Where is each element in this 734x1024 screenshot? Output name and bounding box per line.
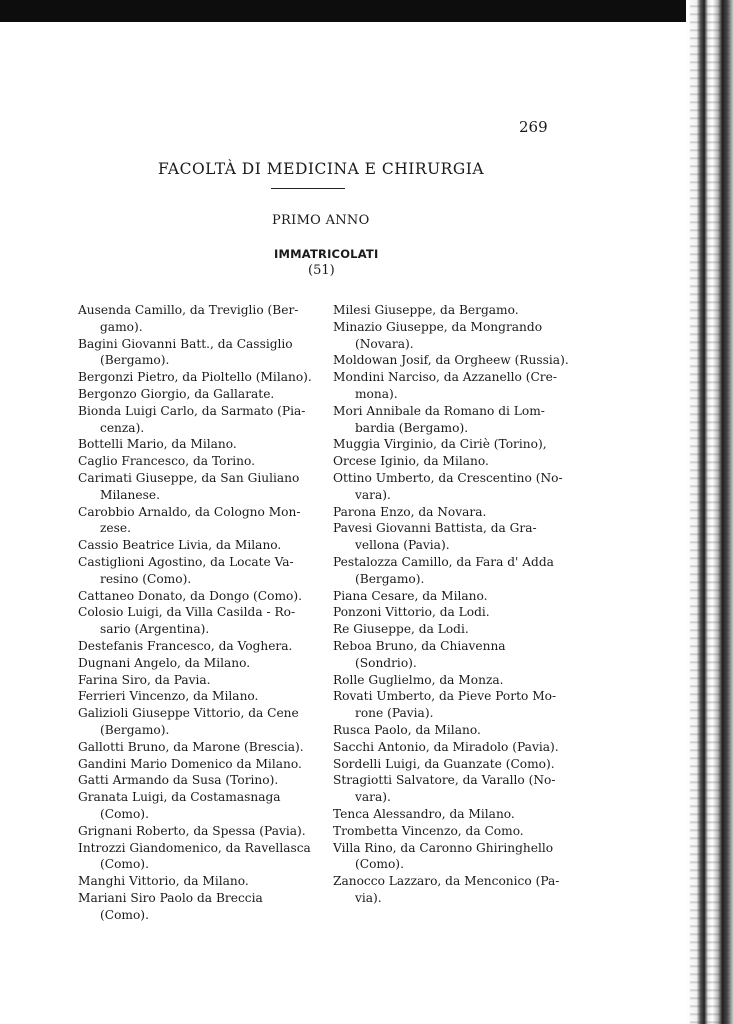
entry-line: Cattaneo Donato, da Dongo (Como). — [78, 588, 302, 603]
entry-line: Carimati Giuseppe, da San Giuliano — [78, 470, 300, 485]
entry-line: Gallotti Bruno, da Marone (Brescia). — [78, 739, 304, 754]
entry-line: Rolle Guglielmo, da Monza. — [333, 672, 504, 687]
student-entry — [78, 453, 314, 470]
entry-line: (Como). — [100, 806, 149, 821]
binding-texture — [690, 0, 730, 1024]
student-entry — [333, 672, 569, 689]
entry-line: Mondini Narciso, da Azzanello (Cre- — [333, 370, 557, 385]
entry-line: (Novara). — [355, 336, 414, 351]
entry-line: Rusca Paolo, da Milano. — [333, 722, 481, 737]
student-entry — [333, 806, 569, 823]
student-entry — [333, 756, 569, 773]
student-entry — [78, 604, 314, 638]
student-entry — [78, 772, 314, 789]
entry-line: Bergonzi Pietro, da Pioltello (Milano). — [78, 370, 312, 385]
title-divider — [271, 188, 345, 189]
entry-line: Introzzi Giandomenico, da Ravellasca — [78, 840, 311, 855]
entry-line: Bergonzo Giorgio, da Gallarate. — [78, 386, 275, 401]
student-entry — [78, 890, 314, 924]
entry-line: Piana Cesare, da Milano. — [333, 588, 488, 603]
student-entry — [78, 386, 314, 403]
student-entry — [333, 352, 569, 369]
student-entry — [333, 772, 569, 806]
entry-line: Gatti Armando da Susa (Torino). — [78, 773, 279, 788]
entry-line: Mariani Siro Paolo da Breccia (Como). — [78, 890, 263, 922]
student-entry — [333, 520, 569, 554]
entry-line: Grignani Roberto, da Spessa (Pavia). — [78, 823, 306, 838]
student-entry — [333, 604, 569, 621]
student-entry — [333, 319, 569, 353]
student-entry — [78, 336, 314, 370]
entry-line: Stragiotti Salvatore, da Varallo (No- — [333, 773, 556, 788]
scan-top-edge — [0, 0, 734, 22]
entry-line: Pestalozza Camillo, da Fara d' Adda — [333, 554, 554, 569]
student-entry — [78, 302, 314, 336]
student-entry — [333, 873, 569, 907]
entry-line: Orcese Iginio, da Milano. — [333, 454, 489, 469]
student-entry — [78, 504, 314, 538]
student-entry — [78, 789, 314, 823]
student-entry — [333, 470, 569, 504]
entry-line: Parona Enzo, da Novara. — [333, 504, 487, 519]
entry-line: Gandini Mario Domenico da Milano. — [78, 756, 302, 771]
student-entry — [78, 655, 314, 672]
student-entry — [333, 621, 569, 638]
entry-line: Ausenda Camillo, da Treviglio (Ber- — [78, 303, 299, 317]
year-title: PRIMO ANNO — [272, 213, 370, 228]
student-entry — [78, 672, 314, 689]
entry-line: (Como). — [355, 857, 404, 872]
entry-line: Bottelli Mario, da Milano. — [78, 437, 237, 452]
student-entry — [78, 705, 314, 739]
entry-line: via). — [355, 890, 382, 905]
entry-line: Ferrieri Vincenzo, da Milano. — [78, 689, 259, 704]
page-number: 269 — [519, 118, 548, 136]
student-entry — [78, 470, 314, 504]
entry-line: (Bergamo). — [100, 353, 170, 368]
entry-line: gamo). — [100, 319, 143, 334]
entry-line: Galizioli Giuseppe Vittorio, da Cene — [78, 706, 299, 721]
student-count: (51) — [308, 263, 335, 278]
entry-line: Tenca Alessandro, da Milano. — [333, 806, 515, 821]
entry-line: Zanocco Lazzaro, da Menconico (Pa- — [333, 874, 560, 889]
student-entry — [333, 403, 569, 437]
list-heading: IMMATRICOLATI — [274, 247, 379, 261]
entry-line: Destefanis Francesco, da Voghera. — [78, 638, 293, 653]
entry-line: vellona (Pavia). — [355, 538, 450, 553]
student-entry — [333, 688, 569, 722]
entry-line: Muggia Virginio, da Ciriè (Torino), — [333, 437, 547, 452]
student-entry — [333, 453, 569, 470]
entry-line: bardia (Bergamo). — [355, 420, 469, 435]
student-entry — [78, 688, 314, 705]
entry-line: Dugnani Angelo, da Milano. — [78, 655, 251, 670]
entry-line: Castiglioni Agostino, da Locate Va- — [78, 554, 294, 569]
entry-line: (Como). — [100, 857, 149, 872]
entry-line: Rovati Umberto, da Pieve Porto Mo- — [333, 689, 557, 704]
entry-line: Milanese. — [100, 487, 160, 502]
right-column — [333, 302, 569, 907]
student-entry — [333, 302, 569, 319]
entry-line: mona). — [355, 386, 398, 401]
student-entry — [333, 588, 569, 605]
student-entry — [78, 739, 314, 756]
entry-line: Farina Siro, da Pavia. — [78, 672, 211, 687]
entry-line: Granata Luigi, da Costamasnaga — [78, 790, 281, 805]
entry-line: vara). — [355, 790, 391, 805]
student-entry — [78, 873, 314, 890]
entry-line: Ponzoni Vittorio, da Lodi. — [333, 605, 490, 620]
entry-line: Pavesi Giovanni Battista, da Gra- — [333, 521, 537, 536]
entry-line: Colosio Luigi, da Villa Casilda - Ro- — [78, 605, 296, 620]
entry-line: zese. — [100, 521, 131, 536]
entry-line: Manghi Vittorio, da Milano. — [78, 874, 249, 889]
student-entry — [78, 537, 314, 554]
entry-line: Sordelli Luigi, da Guanzate (Como). — [333, 756, 555, 771]
entry-line: Sacchi Antonio, da Miradolo (Pavia). — [333, 739, 559, 754]
student-entry — [78, 436, 314, 453]
entry-line: Mori Annibale da Romano di Lom- — [333, 403, 545, 418]
student-entry — [78, 840, 314, 874]
entry-line: Caglio Francesco, da Torino. — [78, 454, 256, 469]
entry-line: Bionda Luigi Carlo, da Sarmato (Pia- — [78, 403, 306, 418]
section-title: FACOLTÀ DI MEDICINA E CHIRURGIA — [158, 160, 485, 178]
entry-line: Cassio Beatrice Livia, da Milano. — [78, 538, 282, 553]
entry-line: Trombetta Vincenzo, da Como. — [333, 823, 524, 838]
left-column — [78, 302, 314, 923]
student-entry — [333, 739, 569, 756]
entry-line: Milesi Giuseppe, da Bergamo. — [333, 303, 519, 317]
student-entry — [333, 369, 569, 403]
student-entry — [333, 436, 569, 453]
student-entry — [78, 403, 314, 437]
student-entry — [333, 840, 569, 874]
student-entry — [333, 554, 569, 588]
student-entry — [333, 504, 569, 521]
entry-line: Reboa Bruno, da Chiavenna (Sondrio). — [333, 638, 506, 670]
student-entry — [78, 369, 314, 386]
student-entry — [333, 722, 569, 739]
entry-line: (Bergamo). — [355, 571, 425, 586]
student-entry — [78, 756, 314, 773]
entry-line: vara). — [355, 487, 391, 502]
entry-line: Re Giuseppe, da Lodi. — [333, 622, 469, 637]
entry-line: Minazio Giuseppe, da Mongrando — [333, 319, 543, 334]
student-entry — [78, 554, 314, 588]
student-entry — [78, 588, 314, 605]
entry-line: cenza). — [100, 420, 145, 435]
entry-line: resino (Como). — [100, 571, 192, 586]
entry-line: Villa Rino, da Caronno Ghiringhello — [333, 840, 554, 855]
entry-line: rone (Pavia). — [355, 706, 434, 721]
entry-line: Moldowan Josif, da Orgheew (Russia). — [333, 353, 569, 368]
entry-line: Ottino Umberto, da Crescentino (No- — [333, 470, 563, 485]
student-entry — [333, 638, 569, 672]
entry-line: Carobbio Arnaldo, da Cologno Mon- — [78, 504, 301, 519]
student-entry — [333, 823, 569, 840]
student-entry — [78, 823, 314, 840]
entry-line: sario (Argentina). — [100, 622, 210, 637]
entry-line: Bagini Giovanni Batt., da Cassiglio — [78, 336, 293, 351]
entry-line: (Bergamo). — [100, 722, 170, 737]
student-entry — [78, 638, 314, 655]
